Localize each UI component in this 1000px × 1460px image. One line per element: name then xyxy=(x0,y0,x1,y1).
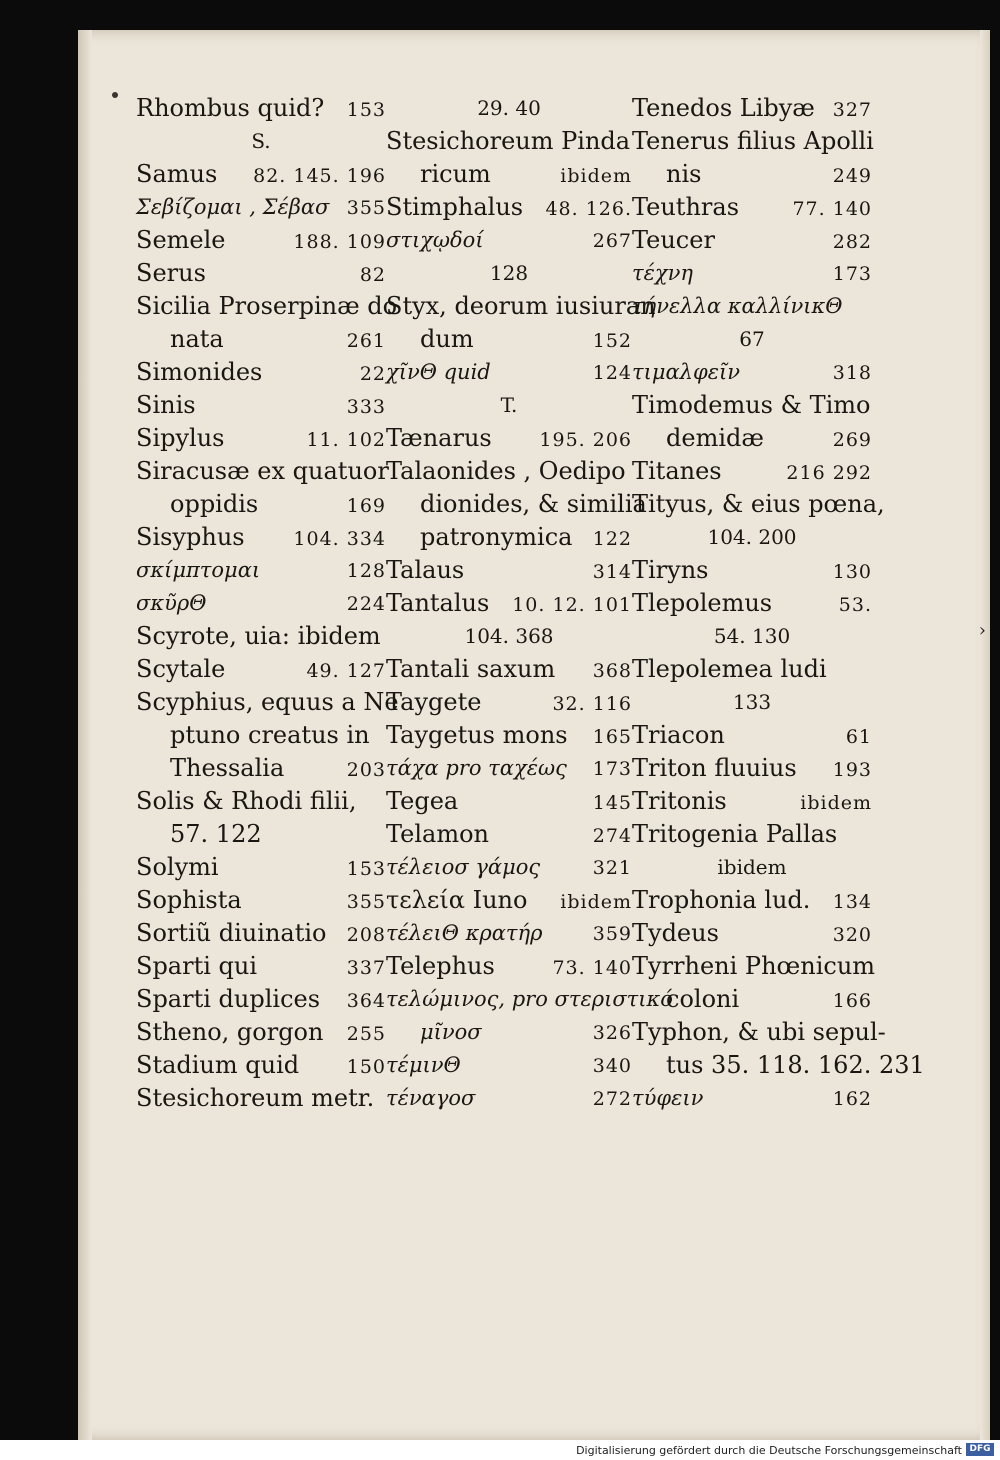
index-entry xyxy=(136,125,386,158)
entry-term: Talaonides , Oedipo xyxy=(386,457,626,485)
ink-spot xyxy=(112,92,118,98)
index-entry xyxy=(632,422,872,455)
entry-term: τήνελλα καλλίνικΘ xyxy=(632,294,843,318)
entry-term: coloni xyxy=(666,985,740,1013)
entry-term: Serus xyxy=(136,259,206,287)
entry-term: 133 xyxy=(732,690,772,714)
index-entry xyxy=(632,521,872,554)
index-entry xyxy=(136,455,389,488)
entry-term: τιμαλφεῖν xyxy=(632,360,740,384)
entry-page-ref: 261 xyxy=(346,330,386,352)
entry-term: Samus xyxy=(136,160,218,188)
index-entry xyxy=(136,851,386,884)
index-entry xyxy=(632,686,872,719)
entry-page-ref: 193 xyxy=(832,759,872,781)
index-entry xyxy=(632,884,872,917)
entry-term: nata xyxy=(170,325,224,353)
entry-term: Titanes xyxy=(632,457,722,485)
index-entry xyxy=(136,389,386,422)
index-entry xyxy=(386,290,656,323)
entry-term: Sinis xyxy=(136,391,196,419)
entry-page-ref: ibidem xyxy=(560,165,632,187)
entry-page-ref: 333 xyxy=(346,396,386,418)
entry-term: τέλειΘ κρατήρ xyxy=(386,921,543,945)
index-entry xyxy=(136,884,386,917)
index-entry xyxy=(632,323,872,356)
entry-page-ref: 359 xyxy=(592,923,632,945)
margin-mark: › xyxy=(978,620,986,641)
index-entry xyxy=(632,455,872,488)
index-entry xyxy=(632,917,872,950)
index-entry xyxy=(136,719,386,752)
entry-term: Scytale xyxy=(136,655,226,683)
entry-page-ref: 269 xyxy=(832,429,872,451)
footer-bar xyxy=(0,1440,1000,1460)
index-entry xyxy=(136,1082,386,1115)
entry-page-ref: 82 xyxy=(359,264,386,286)
entry-term: Tyrrheni Phœnicum xyxy=(632,952,876,980)
entry-term: στιχῳδοί xyxy=(386,228,484,252)
index-entry xyxy=(386,752,632,785)
entry-page-ref: 145 xyxy=(592,792,632,814)
entry-term: Sisyphus xyxy=(136,523,245,551)
entry-term: τύφειν xyxy=(632,1086,704,1110)
entry-page-ref: 272 xyxy=(592,1088,632,1110)
index-entry xyxy=(136,554,386,587)
entry-page-ref: 73. 140 xyxy=(552,957,632,979)
index-entry xyxy=(136,290,398,323)
entry-page-ref: 274 xyxy=(592,825,632,847)
entry-term: Scyrote, uia: ibidem xyxy=(136,622,381,650)
index-entry xyxy=(632,389,872,422)
index-entry xyxy=(632,1016,886,1049)
index-entry xyxy=(386,323,632,356)
entry-term: ptuno creatus in xyxy=(170,721,370,749)
index-entry xyxy=(136,785,386,818)
index-entry xyxy=(136,191,386,224)
entry-term: 54. 130 xyxy=(713,624,791,648)
index-entry xyxy=(386,653,632,686)
index-entry xyxy=(632,587,872,620)
entry-page-ref: 82. 145. 196 xyxy=(253,165,386,187)
index-entry xyxy=(386,851,632,884)
index-entry xyxy=(136,323,386,356)
entry-term: Styx, deorum iusiuran xyxy=(386,292,656,320)
entry-term: Tritonis xyxy=(632,787,727,815)
entry-term: Tenedos Libyæ xyxy=(632,94,815,122)
index-entry xyxy=(386,389,632,422)
entry-term: Tlepolemus xyxy=(632,589,773,617)
index-entry xyxy=(386,125,632,158)
entry-page-ref: 255 xyxy=(346,1023,386,1045)
index-entry xyxy=(386,158,632,191)
index-entry xyxy=(386,422,632,455)
entry-page-ref: 216 292 xyxy=(786,462,872,484)
entry-term: Rhombus quid? xyxy=(136,94,325,122)
entry-page-ref: 128 xyxy=(346,560,386,582)
entry-term: Sicilia Proserpinæ do xyxy=(136,292,398,320)
entry-term: Taygetus mons xyxy=(386,721,568,749)
entry-term: T. xyxy=(500,393,518,417)
entry-term: 104. 368 xyxy=(464,624,554,648)
entry-term: Tlepolemea ludi xyxy=(632,655,827,683)
index-entry xyxy=(136,224,386,257)
entry-term: 128 xyxy=(489,261,529,285)
index-entry xyxy=(632,1049,925,1082)
entry-term: Trophonia lud. xyxy=(632,886,811,914)
entry-page-ref: 124 xyxy=(592,362,632,384)
entry-term: patronymica xyxy=(420,523,573,551)
entry-term: Typhon, & ubi sepul- xyxy=(632,1018,886,1046)
index-entry xyxy=(632,785,872,818)
index-entry xyxy=(136,158,386,191)
entry-page-ref: ibidem xyxy=(800,792,872,814)
entry-term: Stadium quid xyxy=(136,1051,300,1079)
index-entry xyxy=(386,455,632,488)
entry-term: Telephus xyxy=(386,952,495,980)
index-entry xyxy=(632,356,872,389)
entry-page-ref: 282 xyxy=(832,231,872,253)
entry-page-ref: 173 xyxy=(592,758,632,780)
entry-page-ref: 152 xyxy=(592,330,632,352)
entry-page-ref: 195. 206 xyxy=(539,429,632,451)
entry-page-ref: 165 xyxy=(592,726,632,748)
index-entry xyxy=(632,554,872,587)
entry-page-ref: ibidem xyxy=(560,891,632,913)
entry-page-ref: 104. 334 xyxy=(293,528,386,550)
entry-page-ref: 340 xyxy=(592,1055,632,1077)
index-entry xyxy=(136,521,386,554)
index-entry xyxy=(386,620,632,653)
entry-term: Timodemus & Timo xyxy=(632,391,871,419)
entry-term: ibidem xyxy=(717,855,787,879)
entry-term: Sparti qui xyxy=(136,952,258,980)
entry-term: Tenerus filius Apolli xyxy=(632,127,874,155)
index-entry xyxy=(136,752,386,785)
entry-page-ref: 337 xyxy=(346,957,386,979)
entry-term: Sophista xyxy=(136,886,242,914)
index-entry xyxy=(632,224,872,257)
index-entry xyxy=(386,884,632,917)
entry-term: Taygete xyxy=(386,688,482,716)
index-entry xyxy=(136,1049,386,1082)
entry-term: 57. 122 xyxy=(170,820,262,848)
index-entry xyxy=(632,851,872,884)
index-entry xyxy=(386,1016,632,1049)
index-entry xyxy=(136,92,386,125)
index-entry xyxy=(386,257,632,290)
entry-page-ref: 188. 109 xyxy=(293,231,386,253)
entry-page-ref: 318 xyxy=(832,362,872,384)
index-entry xyxy=(632,290,872,323)
entry-term: Scyphius, equus a Ne xyxy=(136,688,399,716)
entry-term: S. xyxy=(251,129,271,153)
entry-term: 67 xyxy=(739,327,765,351)
entry-term: oppidis xyxy=(170,490,259,518)
index-entry xyxy=(136,1016,386,1049)
entry-term: σκῦρΘ xyxy=(136,591,207,615)
entry-term: τέμινΘ xyxy=(386,1053,461,1077)
entry-page-ref: 321 xyxy=(592,857,632,879)
index-entry xyxy=(632,92,872,125)
entry-term: Semele xyxy=(136,226,226,254)
entry-page-ref: 122 xyxy=(592,528,632,550)
entry-term: ricum xyxy=(420,160,491,188)
index-entry xyxy=(136,653,386,686)
index-entry xyxy=(632,752,872,785)
entry-term: Siracusæ ex quatuor xyxy=(136,457,389,485)
page-edge-left xyxy=(78,30,92,1440)
entry-term: τελώμινος, pro στεριστικό xyxy=(386,987,673,1011)
entry-term: τέχνη xyxy=(632,261,693,285)
entry-page-ref: 267 xyxy=(592,230,632,252)
funding-credit: Digitalisierung gefördert durch die Deutsche Forschungsgemeinschaft xyxy=(576,1444,962,1457)
index-entry xyxy=(632,1082,872,1115)
index-entry xyxy=(136,356,386,389)
index-column-1 xyxy=(136,92,399,1115)
index-entry xyxy=(386,191,632,224)
entry-page-ref: 32. 116 xyxy=(552,693,632,715)
entry-page-ref: 364 xyxy=(346,990,386,1012)
entry-page-ref: 48. 126. xyxy=(545,198,632,220)
entry-term: Sipylus xyxy=(136,424,225,452)
entry-term: Talaus xyxy=(386,556,465,584)
entry-term: Tegea xyxy=(386,787,459,815)
entry-term: τάχα pro ταχέως xyxy=(386,756,567,780)
index-entry xyxy=(386,488,647,521)
entry-page-ref: 314 xyxy=(592,561,632,583)
entry-term: Telamon xyxy=(386,820,489,848)
index-entry xyxy=(386,587,632,620)
entry-page-ref: 22 xyxy=(359,363,386,385)
entry-page-ref: 77. 140 xyxy=(792,198,872,220)
entry-term: Teuthras xyxy=(632,193,740,221)
entry-term: Sparti duplices xyxy=(136,985,321,1013)
index-entry xyxy=(136,257,386,290)
entry-page-ref: 355 xyxy=(346,197,386,219)
entry-term: χῖνΘ quid xyxy=(386,360,491,384)
entry-page-ref: 150 xyxy=(346,1056,386,1078)
index-column-3 xyxy=(632,92,925,1115)
entry-term: τελεία Iuno xyxy=(386,886,528,914)
index-entry xyxy=(632,488,885,521)
index-entry xyxy=(386,92,632,125)
index-entry xyxy=(632,191,872,224)
entry-term: Tantalus xyxy=(386,589,490,617)
entry-term: 29. 40 xyxy=(477,96,541,120)
index-entry xyxy=(632,950,876,983)
index-entry xyxy=(136,950,386,983)
entry-term: Triton fluuius xyxy=(632,754,797,782)
entry-page-ref: 153 xyxy=(346,99,386,121)
entry-term: σκίμπτομαι xyxy=(136,558,261,582)
entry-page-ref: 53. xyxy=(838,594,872,616)
index-entry xyxy=(386,356,632,389)
entry-term: 104. 200 xyxy=(707,525,797,549)
entry-term: μῖνοσ xyxy=(420,1020,482,1044)
entry-term: Sortiũ diuinatio xyxy=(136,919,327,947)
entry-term: dionides, & similia xyxy=(420,490,647,518)
entry-page-ref: 166 xyxy=(832,990,872,1012)
entry-term: Triacon xyxy=(632,721,725,749)
entry-page-ref: 49. 127 xyxy=(306,660,386,682)
entry-page-ref: 61 xyxy=(845,726,872,748)
entry-page-ref: 11. 102 xyxy=(306,429,386,451)
entry-page-ref: 368 xyxy=(592,660,632,682)
index-entry xyxy=(136,983,386,1016)
entry-term: tus 35. 118. 162. 231 xyxy=(666,1051,925,1079)
index-entry xyxy=(386,785,632,818)
entry-page-ref: 355 xyxy=(346,891,386,913)
entry-term: Stheno, gorgon xyxy=(136,1018,324,1046)
entry-term: Tydeus xyxy=(632,919,719,947)
index-entry xyxy=(386,950,632,983)
entry-term: Stesichoreum Pinda xyxy=(386,127,631,155)
index-entry xyxy=(632,158,872,191)
index-entry xyxy=(136,686,399,719)
index-entry xyxy=(136,587,386,620)
entry-term: Simonides xyxy=(136,358,263,386)
entry-term: Tænarus xyxy=(386,424,492,452)
entry-page-ref: 130 xyxy=(832,561,872,583)
entry-term: Tritogenia Pallas xyxy=(632,820,838,848)
index-entry xyxy=(136,818,386,851)
index-entry xyxy=(136,422,386,455)
index-entry xyxy=(632,125,872,158)
entry-page-ref: 173 xyxy=(832,263,872,285)
entry-page-ref: 153 xyxy=(346,858,386,880)
page-edge-right xyxy=(980,30,990,1440)
index-entry xyxy=(386,719,632,752)
entry-page-ref: 224 xyxy=(346,593,386,615)
index-entry xyxy=(632,257,872,290)
index-entry xyxy=(136,488,386,521)
index-entry xyxy=(386,1082,632,1115)
index-entry xyxy=(136,620,386,653)
entry-term: τέλειοσ γάμος xyxy=(386,855,541,879)
index-entry xyxy=(386,521,632,554)
index-entry xyxy=(386,983,673,1016)
entry-term: Solis & Rhodi filii, xyxy=(136,787,357,815)
index-entry xyxy=(386,686,632,719)
entry-page-ref: 320 xyxy=(832,924,872,946)
index-entry xyxy=(386,917,632,950)
index-entry xyxy=(386,554,632,587)
index-entry xyxy=(386,1049,632,1082)
entry-page-ref: 326 xyxy=(592,1022,632,1044)
index-entry xyxy=(632,818,872,851)
entry-page-ref: 134 xyxy=(832,891,872,913)
entry-page-ref: 162 xyxy=(832,1088,872,1110)
entry-page-ref: 249 xyxy=(832,165,872,187)
index-entry xyxy=(136,917,386,950)
index-entry xyxy=(632,983,872,1016)
entry-page-ref: 327 xyxy=(832,99,872,121)
index-entry xyxy=(632,620,872,653)
index-entry xyxy=(386,224,632,257)
entry-page-ref: 169 xyxy=(346,495,386,517)
index-entry xyxy=(632,719,872,752)
entry-page-ref: 203 xyxy=(346,759,386,781)
entry-term: dum xyxy=(420,325,474,353)
entry-term: τέναγοσ xyxy=(386,1086,476,1110)
index-entry xyxy=(386,818,632,851)
entry-term: Tantali saxum xyxy=(386,655,556,683)
entry-page-ref: 208 xyxy=(346,924,386,946)
entry-term: Σεβίζομαι , Σέβασ xyxy=(136,195,330,219)
entry-page-ref: 10. 12. 101 xyxy=(512,594,632,616)
entry-term: Thessalia xyxy=(170,754,285,782)
entry-term: Stimphalus xyxy=(386,193,524,221)
dfg-logo: DFG xyxy=(966,1443,994,1456)
index-entry xyxy=(632,653,872,686)
entry-term: Teucer xyxy=(632,226,715,254)
entry-term: demidæ xyxy=(666,424,764,452)
entry-term: Solymi xyxy=(136,853,219,881)
entry-term: nis xyxy=(666,160,702,188)
entry-term: Tiryns xyxy=(632,556,709,584)
entry-term: Tityus, & eius pœna, xyxy=(632,490,885,518)
entry-term: Stesichoreum metr. xyxy=(136,1084,375,1112)
